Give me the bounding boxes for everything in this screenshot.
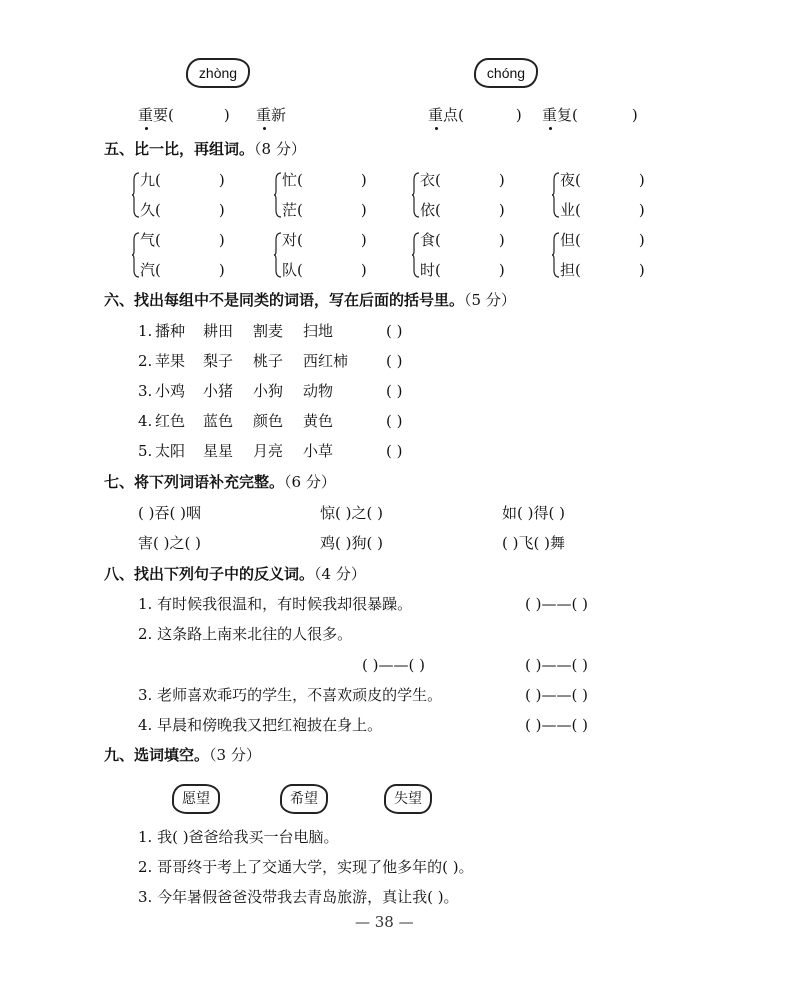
group-answer-blank: ( ) [386, 322, 403, 340]
group-word: 蓝色 [203, 412, 234, 430]
idiom-1-1: ( )吞( )咽 [138, 504, 201, 522]
antonym-answer-2b: ( )——( ) [525, 656, 588, 674]
compare-word: 汽( ) [140, 261, 225, 279]
pair-brace [132, 172, 138, 218]
group-word: 小狗 [253, 382, 284, 400]
group-answer-blank: ( ) [386, 382, 403, 400]
idiom-1-2: 惊( )之( ) [320, 504, 383, 522]
section5-title: 五、比一比，再组词。（8 分） [104, 140, 306, 158]
pair-brace [132, 232, 138, 278]
pair-brace [412, 172, 418, 218]
compare-word: 队( ) [282, 261, 367, 279]
antonym-answer-1: ( )——( ) [525, 595, 588, 613]
page-number: — 38 — [355, 913, 414, 931]
compare-word: 但( ) [560, 231, 645, 249]
antonym-item-2: 2. 这条路上南来北往的人很多。 [138, 625, 353, 643]
compare-word: 气( ) [140, 231, 225, 249]
pinyin-cloud-zhong: zhòng [186, 58, 250, 88]
group-number: 1. [138, 322, 153, 340]
group-word: 小猪 [203, 382, 234, 400]
fill-item-1: 1. 我( )爸爸给我买一台电脑。 [138, 828, 339, 846]
group-word: 黄色 [303, 412, 334, 430]
emphasis-dot [549, 127, 552, 130]
group-word: 红色 [155, 412, 186, 430]
pinyin-cloud-chong: chóng [474, 58, 538, 88]
compare-word: 担( ) [560, 261, 645, 279]
section7-title: 七、将下列词语补充完整。（6 分） [104, 473, 336, 491]
compare-word: 对( ) [282, 231, 367, 249]
emphasis-dot [145, 127, 148, 130]
word-chongfu: 重复( ) [542, 106, 638, 124]
group-word: 小草 [303, 442, 334, 460]
compare-word: 茫( ) [282, 201, 367, 219]
group-number: 4. [138, 412, 153, 430]
group-word: 小鸡 [155, 382, 186, 400]
pair-brace [552, 172, 558, 218]
pair-brace [274, 172, 280, 218]
word-zhongyao: 重要( ) [138, 106, 230, 124]
group-word: 太阳 [155, 442, 186, 460]
word-option-yuanwang: 愿望 [172, 784, 220, 814]
fill-item-3: 3. 今年暑假爸爸没带我去青岛旅游，真让我( )。 [138, 888, 459, 906]
group-word: 苹果 [155, 352, 186, 370]
fill-item-2: 2. 哥哥终于考上了交通大学，实现了他多年的( )。 [138, 858, 474, 876]
word-chongxin: 重新 [256, 106, 287, 124]
pair-brace [274, 232, 280, 278]
group-word: 颜色 [253, 412, 284, 430]
group-word: 星星 [203, 442, 234, 460]
idiom-2-3: ( )飞( )舞 [502, 534, 565, 552]
group-number: 5. [138, 442, 153, 460]
group-word: 割麦 [253, 322, 284, 340]
word-option-shiwang: 失望 [384, 784, 432, 814]
idiom-2-2: 鸡( )狗( ) [320, 534, 383, 552]
group-number: 3. [138, 382, 153, 400]
group-answer-blank: ( ) [386, 412, 403, 430]
idiom-2-1: 害( )之( ) [138, 534, 201, 552]
compare-word: 依( ) [420, 201, 505, 219]
group-word: 播种 [155, 322, 186, 340]
emphasis-dot [435, 127, 438, 130]
group-word: 桃子 [253, 352, 284, 370]
compare-word: 时( ) [420, 261, 505, 279]
compare-word: 九( ) [140, 171, 225, 189]
word-option-xiwang: 希望 [280, 784, 328, 814]
compare-word: 久( ) [140, 201, 225, 219]
group-word: 扫地 [303, 322, 334, 340]
antonym-answer-2a: ( )——( ) [362, 656, 425, 674]
antonym-item-4: 4. 早晨和傍晚我又把红袍披在身上。 [138, 716, 383, 734]
compare-word: 忙( ) [282, 171, 367, 189]
group-word: 梨子 [203, 352, 234, 370]
group-word: 动物 [303, 382, 334, 400]
pair-brace [552, 232, 558, 278]
emphasis-dot [263, 127, 266, 130]
section9-title: 九、选词填空。（3 分） [104, 746, 261, 764]
word-zhongdian: 重点( ) [428, 106, 522, 124]
section6-title: 六、找出每组中不是同类的词语，写在后面的括号里。（5 分） [104, 291, 516, 309]
antonym-answer-3: ( )——( ) [525, 686, 588, 704]
compare-word: 业( ) [560, 201, 645, 219]
group-number: 2. [138, 352, 153, 370]
antonym-item-3: 3. 老师喜欢乖巧的学生，不喜欢顽皮的学生。 [138, 686, 443, 704]
section8-title: 八、找出下列句子中的反义词。（4 分） [104, 565, 366, 583]
compare-word: 食( ) [420, 231, 505, 249]
antonym-item-1: 1. 有时候我很温和，有时候我却很暴躁。 [138, 595, 413, 613]
compare-word: 衣( ) [420, 171, 505, 189]
group-word: 耕田 [203, 322, 234, 340]
idiom-1-3: 如( )得( ) [502, 504, 565, 522]
pair-brace [412, 232, 418, 278]
group-word: 西红柿 [303, 352, 349, 370]
group-answer-blank: ( ) [386, 352, 403, 370]
compare-word: 夜( ) [560, 171, 645, 189]
group-word: 月亮 [253, 442, 284, 460]
group-answer-blank: ( ) [386, 442, 403, 460]
antonym-answer-4: ( )——( ) [525, 716, 588, 734]
